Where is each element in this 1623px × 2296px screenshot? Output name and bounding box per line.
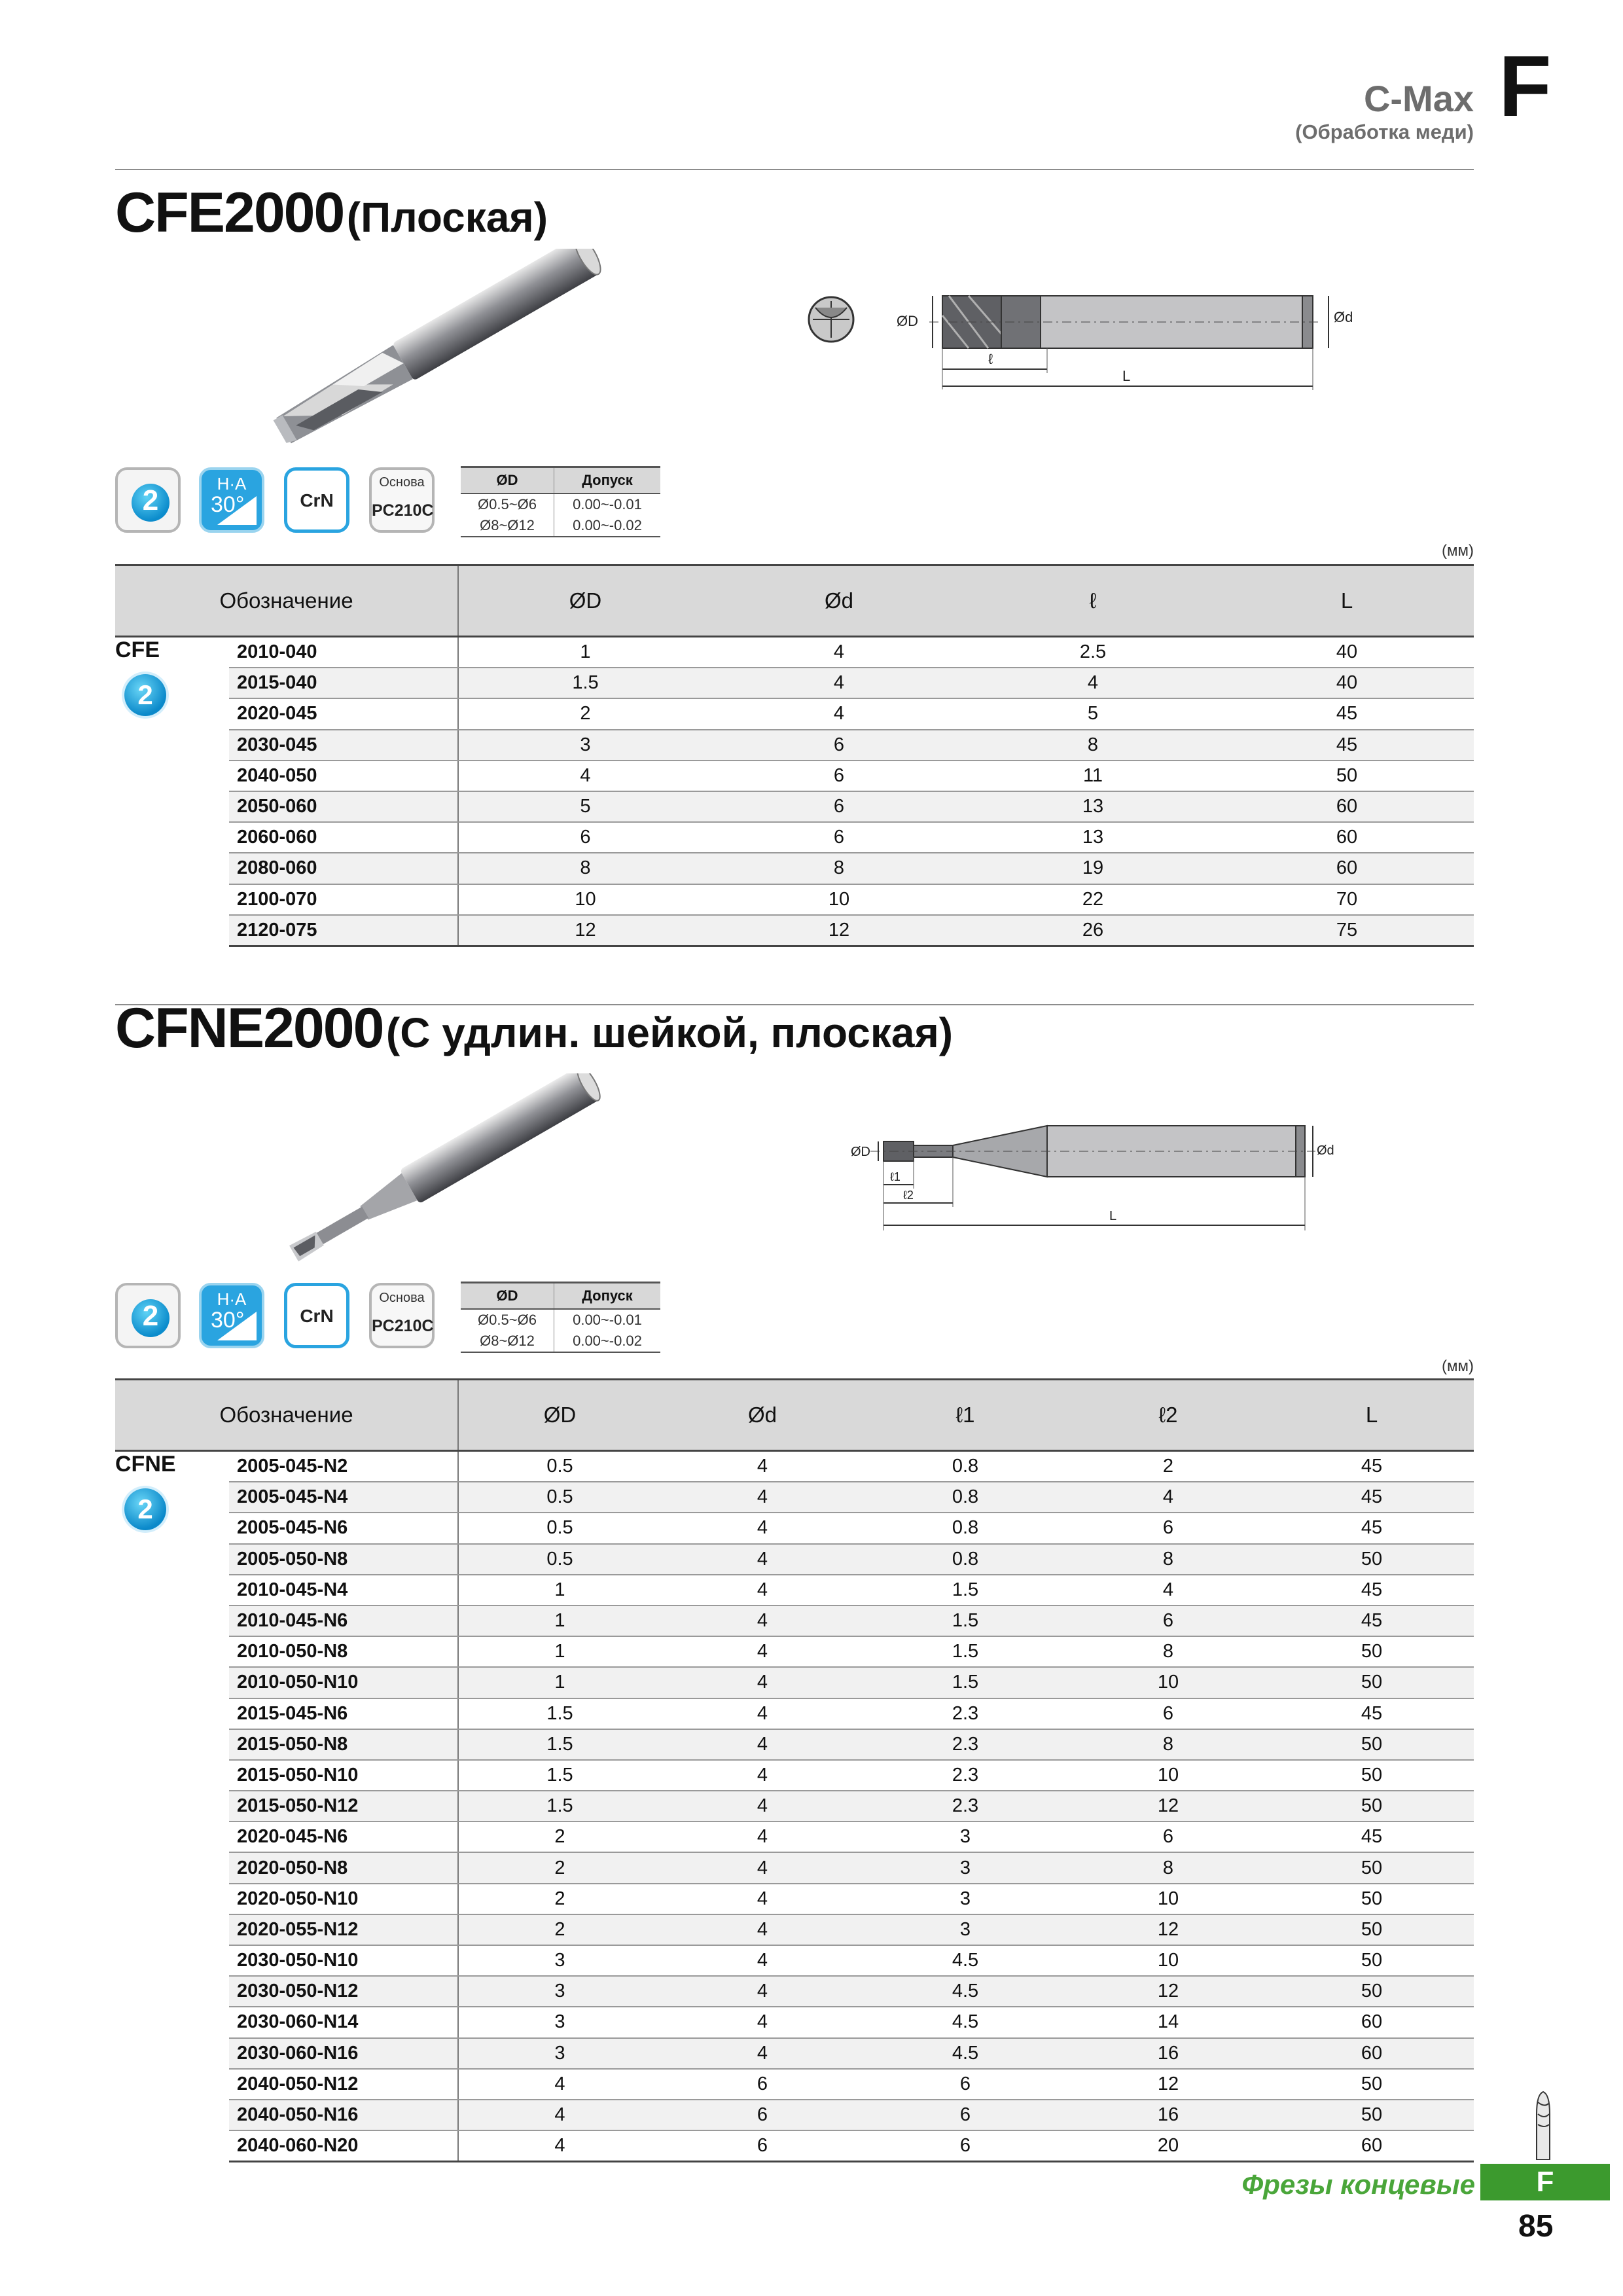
designation-cell: 2020-050-N10 bbox=[229, 1884, 458, 1914]
series-label: CFNE bbox=[115, 1452, 176, 1477]
value-cell: 10 bbox=[1067, 1667, 1270, 1698]
value-cell: 10 bbox=[1067, 1760, 1270, 1791]
value-cell: 3 bbox=[458, 2038, 661, 2069]
cfne-dim-d: Ød bbox=[1317, 1143, 1334, 1158]
value-cell: 45 bbox=[1270, 1821, 1474, 1852]
designation-cell: 2030-060-N16 bbox=[229, 2038, 458, 2069]
value-cell: 4 bbox=[458, 2069, 661, 2100]
value-cell: 16 bbox=[1067, 2100, 1270, 2130]
catalog-brand: C-Max bbox=[1363, 78, 1474, 119]
col-L: L bbox=[1220, 565, 1474, 637]
end-mill-icon bbox=[1525, 2088, 1561, 2160]
value-cell: 4 bbox=[661, 1729, 864, 1760]
value-cell: 12 bbox=[1067, 1914, 1270, 1945]
value-cell: 26 bbox=[966, 915, 1220, 946]
value-cell: 45 bbox=[1270, 1451, 1474, 1482]
value-cell: 4 bbox=[712, 637, 966, 668]
value-cell: 45 bbox=[1270, 1575, 1474, 1605]
col-designation: Обозначение bbox=[115, 1380, 458, 1451]
designation-cell: 2015-045-N6 bbox=[229, 1698, 458, 1729]
value-cell: 4 bbox=[661, 1914, 864, 1945]
value-cell: 22 bbox=[966, 884, 1220, 915]
table-row bbox=[115, 761, 1474, 791]
value-cell: 12 bbox=[712, 915, 966, 946]
value-cell: 60 bbox=[1220, 822, 1474, 853]
value-cell: 6 bbox=[712, 791, 966, 822]
table-row bbox=[115, 1513, 1474, 1543]
value-cell: 2.3 bbox=[864, 1791, 1067, 1821]
value-cell: 0.5 bbox=[458, 1451, 661, 1482]
flute-count-icon: 2 bbox=[124, 674, 166, 716]
value-cell: 11 bbox=[966, 761, 1220, 791]
value-cell: 1.5 bbox=[458, 1760, 661, 1791]
value-cell: 8 bbox=[966, 730, 1220, 761]
table-row bbox=[115, 2038, 1474, 2069]
value-cell: 20 bbox=[1067, 2130, 1270, 2162]
cfne-technical-drawing bbox=[851, 1113, 1348, 1237]
value-cell: 8 bbox=[1067, 1852, 1270, 1883]
value-cell: 4 bbox=[661, 1605, 864, 1636]
value-cell: 4 bbox=[712, 698, 966, 729]
table-row bbox=[115, 884, 1474, 915]
catalog-subtitle: (Обработка меди) bbox=[1295, 120, 1474, 143]
table-row bbox=[115, 1791, 1474, 1821]
value-cell: 1.5 bbox=[864, 1575, 1067, 1605]
value-cell: 3 bbox=[864, 1852, 1067, 1883]
value-cell: 1 bbox=[458, 637, 712, 668]
value-cell: 0.8 bbox=[864, 1482, 1067, 1513]
designation-cell: 2100-070 bbox=[229, 884, 458, 915]
designation-cell: 2015-050-N8 bbox=[229, 1729, 458, 1760]
footer-section-tab: F bbox=[1480, 2164, 1610, 2200]
value-cell: 1.5 bbox=[864, 1667, 1067, 1698]
value-cell: 13 bbox=[966, 791, 1220, 822]
value-cell: 6 bbox=[1067, 1513, 1270, 1543]
designation-cell: 2030-050-N10 bbox=[229, 1945, 458, 1976]
value-cell: 60 bbox=[1270, 2007, 1474, 2037]
value-cell: 2 bbox=[458, 1852, 661, 1883]
designation-cell: 2005-045-N4 bbox=[229, 1482, 458, 1513]
value-cell: 6 bbox=[661, 2069, 864, 2100]
value-cell: 50 bbox=[1270, 1760, 1474, 1791]
value-cell: 16 bbox=[1067, 2038, 1270, 2069]
value-cell: 1 bbox=[458, 1575, 661, 1605]
table-row bbox=[115, 730, 1474, 761]
value-cell: 12 bbox=[1067, 2069, 1270, 2100]
value-cell: 2 bbox=[458, 698, 712, 729]
helix-angle-icon: H·A 30° bbox=[199, 467, 264, 533]
value-cell: 1.5 bbox=[864, 1605, 1067, 1636]
page-number: 85 bbox=[1518, 2209, 1554, 2244]
value-cell: 2.3 bbox=[864, 1760, 1067, 1791]
value-cell: 1.5 bbox=[458, 668, 712, 698]
value-cell: 4 bbox=[661, 1945, 864, 1976]
designation-cell: 2005-045-N6 bbox=[229, 1513, 458, 1543]
value-cell: 0.5 bbox=[458, 1513, 661, 1543]
value-cell: 4 bbox=[1067, 1575, 1270, 1605]
value-cell: 45 bbox=[1270, 1513, 1474, 1543]
value-cell: 60 bbox=[1220, 791, 1474, 822]
table-row bbox=[115, 2007, 1474, 2037]
footer-category: Фрезы концевые bbox=[1241, 2169, 1475, 2200]
value-cell: 4 bbox=[661, 1852, 864, 1883]
value-cell: 4.5 bbox=[864, 1945, 1067, 1976]
cfne-dim-l2: ℓ2 bbox=[903, 1189, 914, 1202]
value-cell: 45 bbox=[1220, 730, 1474, 761]
cfne-spec-table bbox=[115, 1378, 1474, 2162]
table-row bbox=[115, 637, 1474, 668]
value-cell: 1.5 bbox=[458, 1698, 661, 1729]
value-cell: 4 bbox=[661, 1636, 864, 1667]
value-cell: 45 bbox=[1270, 1482, 1474, 1513]
value-cell: 45 bbox=[1270, 1698, 1474, 1729]
designation-cell: 2020-050-N8 bbox=[229, 1852, 458, 1883]
cfe-product-photo bbox=[249, 249, 615, 445]
designation-cell: 2040-050-N16 bbox=[229, 2100, 458, 2130]
table-row bbox=[115, 2069, 1474, 2100]
cfne-dim-L: L bbox=[1109, 1209, 1117, 1223]
table-row bbox=[115, 1976, 1474, 2007]
designation-cell: 2015-050-N10 bbox=[229, 1760, 458, 1791]
value-cell: 5 bbox=[966, 698, 1220, 729]
section2-title bbox=[115, 996, 953, 1061]
value-cell: 8 bbox=[712, 853, 966, 884]
table-row bbox=[115, 853, 1474, 884]
value-cell: 50 bbox=[1270, 2069, 1474, 2100]
value-cell: 0.8 bbox=[864, 1544, 1067, 1575]
value-cell: 0.8 bbox=[864, 1513, 1067, 1543]
series-cell bbox=[115, 637, 229, 946]
col-l2: ℓ2 bbox=[1067, 1380, 1270, 1451]
value-cell: 10 bbox=[1067, 1884, 1270, 1914]
value-cell: 4 bbox=[661, 1513, 864, 1543]
table-row bbox=[115, 1945, 1474, 1976]
value-cell: 2 bbox=[458, 1821, 661, 1852]
value-cell: 4 bbox=[458, 761, 712, 791]
table-row bbox=[115, 915, 1474, 946]
cfe-dim-L: L bbox=[1122, 368, 1131, 384]
value-cell: 40 bbox=[1220, 668, 1474, 698]
value-cell: 4 bbox=[661, 1884, 864, 1914]
value-cell: 60 bbox=[1220, 853, 1474, 884]
value-cell: 3 bbox=[864, 1884, 1067, 1914]
value-cell: 1 bbox=[458, 1605, 661, 1636]
section1-title bbox=[115, 181, 548, 245]
table-row bbox=[115, 822, 1474, 853]
value-cell: 4.5 bbox=[864, 2007, 1067, 2037]
substrate-icon: Основа PC210C bbox=[369, 467, 435, 533]
cfe-dim-l: ℓ bbox=[988, 351, 993, 367]
cfe-dim-d: Ød bbox=[1334, 309, 1353, 325]
value-cell: 50 bbox=[1270, 1791, 1474, 1821]
value-cell: 8 bbox=[1067, 1544, 1270, 1575]
value-cell: 4 bbox=[661, 1575, 864, 1605]
value-cell: 6 bbox=[712, 822, 966, 853]
value-cell: 8 bbox=[1067, 1729, 1270, 1760]
cfe-tolerance-table: ØD Допуск Ø0.5~Ø6 0.00~-0.01 Ø8~Ø12 0.00~-0.02 bbox=[461, 466, 660, 537]
table-row bbox=[115, 1884, 1474, 1914]
value-cell: 60 bbox=[1270, 2038, 1474, 2069]
designation-cell: 2030-060-N14 bbox=[229, 2007, 458, 2037]
cfne-tolerance-table: ØD Допуск Ø0.5~Ø6 0.00~-0.01 Ø8~Ø12 0.00~-0.02 bbox=[461, 1282, 660, 1353]
table-row bbox=[115, 1821, 1474, 1852]
designation-cell: 2040-050 bbox=[229, 761, 458, 791]
designation-cell: 2020-045 bbox=[229, 698, 458, 729]
value-cell: 12 bbox=[1067, 1976, 1270, 2007]
flute-count-icon: 2 bbox=[115, 1283, 181, 1348]
table-row bbox=[115, 1575, 1474, 1605]
value-cell: 6 bbox=[1067, 1698, 1270, 1729]
value-cell: 4 bbox=[661, 1976, 864, 2007]
col-d: Ød bbox=[712, 565, 966, 637]
table-row bbox=[115, 1636, 1474, 1667]
designation-cell: 2015-050-N12 bbox=[229, 1791, 458, 1821]
designation-cell: 2010-050-N8 bbox=[229, 1636, 458, 1667]
col-D: ØD bbox=[458, 1380, 661, 1451]
section2-code: CFNE2000 bbox=[115, 997, 383, 1060]
value-cell: 6 bbox=[864, 2130, 1067, 2162]
value-cell: 75 bbox=[1220, 915, 1474, 946]
value-cell: 6 bbox=[864, 2069, 1067, 2100]
value-cell: 5 bbox=[458, 791, 712, 822]
value-cell: 50 bbox=[1270, 1729, 1474, 1760]
col-l: ℓ bbox=[966, 565, 1220, 637]
value-cell: 6 bbox=[458, 822, 712, 853]
value-cell: 45 bbox=[1220, 698, 1474, 729]
value-cell: 50 bbox=[1270, 1667, 1474, 1698]
table-row bbox=[115, 1605, 1474, 1636]
value-cell: 50 bbox=[1270, 1636, 1474, 1667]
value-cell: 2.3 bbox=[864, 1698, 1067, 1729]
value-cell: 1.5 bbox=[458, 1791, 661, 1821]
value-cell: 3 bbox=[458, 2007, 661, 2037]
col-l1: ℓ1 bbox=[864, 1380, 1067, 1451]
value-cell: 6 bbox=[712, 761, 966, 791]
designation-cell: 2050-060 bbox=[229, 791, 458, 822]
table-row bbox=[115, 1482, 1474, 1513]
col-designation: Обозначение bbox=[115, 565, 458, 637]
table-row bbox=[115, 791, 1474, 822]
table-row bbox=[115, 1852, 1474, 1883]
col-L: L bbox=[1270, 1380, 1474, 1451]
section2-desc: (С удлин. шейкой, плоская) bbox=[385, 1009, 954, 1056]
value-cell: 3 bbox=[458, 730, 712, 761]
value-cell: 4 bbox=[661, 1667, 864, 1698]
cfne-product-photo bbox=[262, 1073, 615, 1270]
coating-icon: CrN bbox=[284, 467, 349, 533]
value-cell: 50 bbox=[1270, 1945, 1474, 1976]
cfe-units: (мм) bbox=[1442, 542, 1474, 560]
designation-cell: 2020-055-N12 bbox=[229, 1914, 458, 1945]
value-cell: 60 bbox=[1270, 2130, 1474, 2162]
value-cell: 40 bbox=[1220, 637, 1474, 668]
value-cell: 2 bbox=[1067, 1451, 1270, 1482]
table-row bbox=[115, 698, 1474, 729]
value-cell: 4 bbox=[661, 2007, 864, 2037]
table-row bbox=[115, 2100, 1474, 2130]
designation-cell: 2020-045-N6 bbox=[229, 1821, 458, 1852]
section1-desc: (Плоская) bbox=[346, 194, 548, 241]
table-row bbox=[115, 1760, 1474, 1791]
series-label: CFE bbox=[115, 637, 160, 662]
designation-cell: 2010-040 bbox=[229, 637, 458, 668]
cfe-dim-D: ØD bbox=[897, 313, 918, 329]
designation-cell: 2010-050-N10 bbox=[229, 1667, 458, 1698]
value-cell: 50 bbox=[1270, 1914, 1474, 1945]
value-cell: 6 bbox=[712, 730, 966, 761]
value-cell: 4 bbox=[661, 1544, 864, 1575]
designation-cell: 2015-040 bbox=[229, 668, 458, 698]
value-cell: 1 bbox=[458, 1636, 661, 1667]
value-cell: 4 bbox=[458, 2130, 661, 2162]
designation-cell: 2005-045-N2 bbox=[229, 1451, 458, 1482]
value-cell: 6 bbox=[661, 2100, 864, 2130]
cfne-dim-D: ØD bbox=[851, 1145, 870, 1159]
value-cell: 50 bbox=[1270, 1544, 1474, 1575]
value-cell: 6 bbox=[864, 2100, 1067, 2130]
value-cell: 4 bbox=[661, 1451, 864, 1482]
designation-cell: 2030-045 bbox=[229, 730, 458, 761]
designation-cell: 2080-060 bbox=[229, 853, 458, 884]
substrate-icon: Основа PC210C bbox=[369, 1283, 435, 1348]
value-cell: 19 bbox=[966, 853, 1220, 884]
table-row bbox=[115, 1729, 1474, 1760]
table-row bbox=[115, 1698, 1474, 1729]
value-cell: 4 bbox=[661, 2038, 864, 2069]
value-cell: 4 bbox=[661, 1698, 864, 1729]
table-row bbox=[115, 2130, 1474, 2162]
value-cell: 12 bbox=[1067, 1791, 1270, 1821]
value-cell: 2.3 bbox=[864, 1729, 1067, 1760]
value-cell: 4 bbox=[966, 668, 1220, 698]
cfne-dim-l1: ℓ1 bbox=[890, 1170, 901, 1183]
value-cell: 50 bbox=[1270, 2100, 1474, 2130]
value-cell: 1.5 bbox=[458, 1729, 661, 1760]
series-cell bbox=[115, 1451, 229, 2162]
table-row bbox=[115, 1451, 1474, 1482]
value-cell: 50 bbox=[1220, 761, 1474, 791]
value-cell: 6 bbox=[1067, 1821, 1270, 1852]
cfne-units: (мм) bbox=[1442, 1357, 1474, 1375]
value-cell: 3 bbox=[864, 1914, 1067, 1945]
value-cell: 0.5 bbox=[458, 1544, 661, 1575]
designation-cell: 2040-060-N20 bbox=[229, 2130, 458, 2162]
table-row bbox=[115, 1667, 1474, 1698]
value-cell: 10 bbox=[1067, 1945, 1270, 1976]
value-cell: 14 bbox=[1067, 2007, 1270, 2037]
value-cell: 8 bbox=[458, 853, 712, 884]
cfe-technical-drawing bbox=[798, 262, 1374, 393]
value-cell: 4 bbox=[661, 1760, 864, 1791]
flute-count-icon: 2 bbox=[115, 467, 181, 533]
value-cell: 12 bbox=[458, 915, 712, 946]
value-cell: 6 bbox=[1067, 1605, 1270, 1636]
value-cell: 6 bbox=[661, 2130, 864, 2162]
designation-cell: 2060-060 bbox=[229, 822, 458, 853]
col-d: Ød bbox=[661, 1380, 864, 1451]
col-D: ØD bbox=[458, 565, 712, 637]
value-cell: 13 bbox=[966, 822, 1220, 853]
value-cell: 4 bbox=[1067, 1482, 1270, 1513]
designation-cell: 2040-050-N12 bbox=[229, 2069, 458, 2100]
value-cell: 50 bbox=[1270, 1976, 1474, 2007]
designation-cell: 2030-050-N12 bbox=[229, 1976, 458, 2007]
value-cell: 4.5 bbox=[864, 2038, 1067, 2069]
designation-cell: 2010-045-N6 bbox=[229, 1605, 458, 1636]
value-cell: 4 bbox=[661, 1791, 864, 1821]
table-row bbox=[115, 1914, 1474, 1945]
table-row bbox=[115, 1544, 1474, 1575]
designation-cell: 2005-050-N8 bbox=[229, 1544, 458, 1575]
value-cell: 1 bbox=[458, 1667, 661, 1698]
value-cell: 4 bbox=[458, 2100, 661, 2130]
value-cell: 2 bbox=[458, 1884, 661, 1914]
value-cell: 3 bbox=[458, 1976, 661, 2007]
value-cell: 2 bbox=[458, 1914, 661, 1945]
value-cell: 50 bbox=[1270, 1884, 1474, 1914]
section1-code: CFE2000 bbox=[115, 181, 344, 244]
helix-angle-icon: H·A 30° bbox=[199, 1283, 264, 1348]
value-cell: 4 bbox=[712, 668, 966, 698]
section-letter: F bbox=[1499, 38, 1552, 134]
value-cell: 4.5 bbox=[864, 1976, 1067, 2007]
value-cell: 0.5 bbox=[458, 1482, 661, 1513]
designation-cell: 2120-075 bbox=[229, 915, 458, 946]
value-cell: 45 bbox=[1270, 1605, 1474, 1636]
value-cell: 10 bbox=[712, 884, 966, 915]
value-cell: 8 bbox=[1067, 1636, 1270, 1667]
table-row bbox=[115, 668, 1474, 698]
value-cell: 3 bbox=[458, 1945, 661, 1976]
value-cell: 1.5 bbox=[864, 1636, 1067, 1667]
flute-count-icon: 2 bbox=[124, 1488, 166, 1530]
value-cell: 4 bbox=[661, 1821, 864, 1852]
value-cell: 10 bbox=[458, 884, 712, 915]
coating-icon: CrN bbox=[284, 1283, 349, 1348]
value-cell: 50 bbox=[1270, 1852, 1474, 1883]
value-cell: 2.5 bbox=[966, 637, 1220, 668]
value-cell: 0.8 bbox=[864, 1451, 1067, 1482]
header-rule bbox=[115, 169, 1474, 170]
value-cell: 70 bbox=[1220, 884, 1474, 915]
value-cell: 3 bbox=[864, 1821, 1067, 1852]
designation-cell: 2010-045-N4 bbox=[229, 1575, 458, 1605]
value-cell: 4 bbox=[661, 1482, 864, 1513]
cfe-spec-table bbox=[115, 564, 1474, 947]
